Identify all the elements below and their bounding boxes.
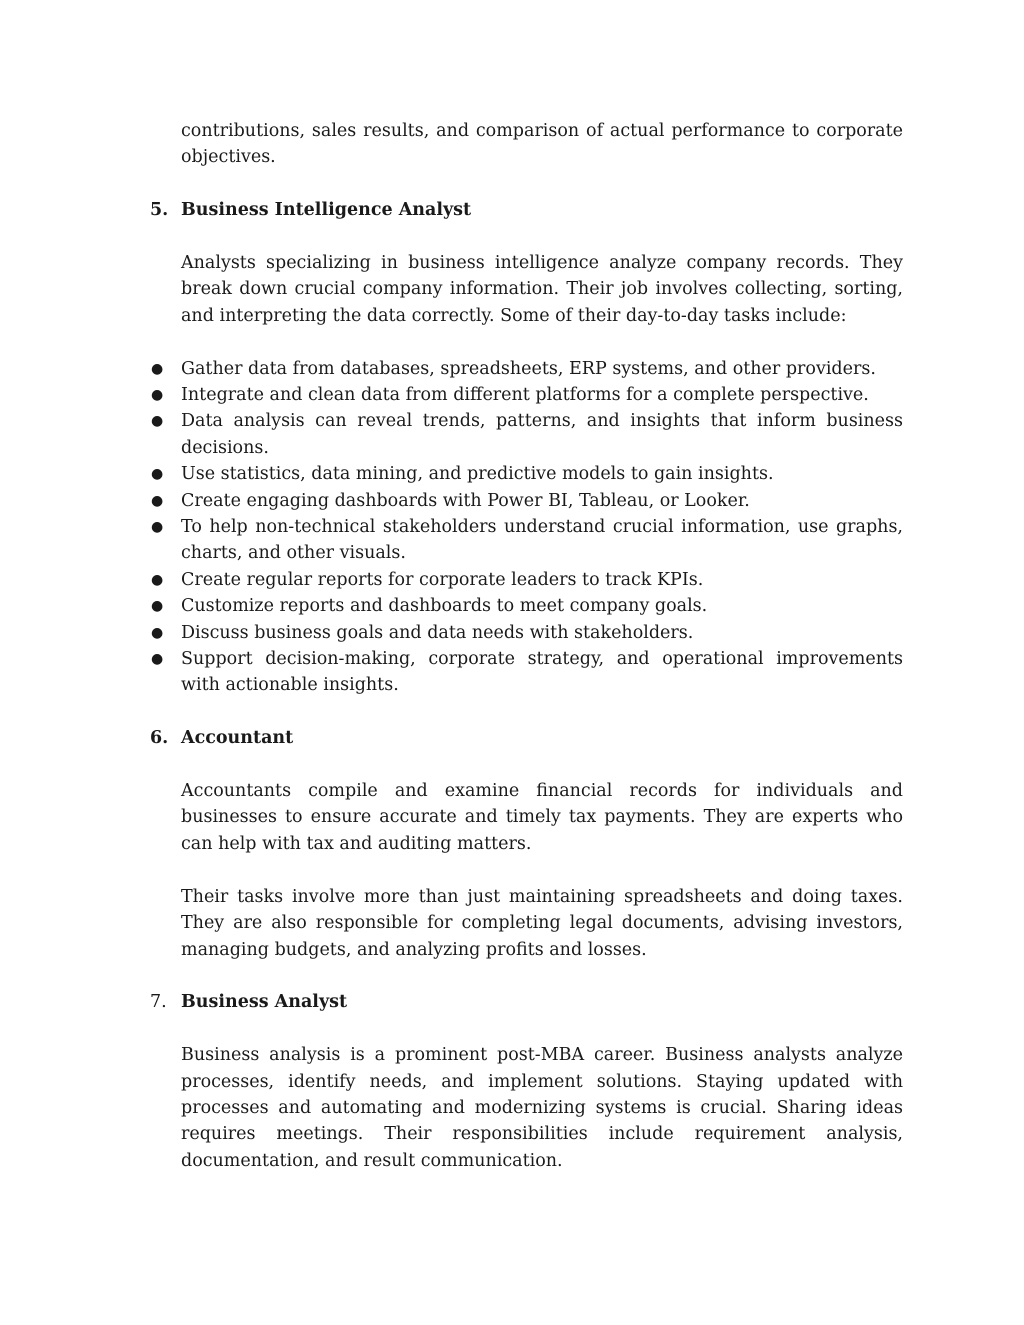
section-paragraph: Their tasks involve more than just maintaining spreadsheets and doing taxes. They are also responsible for completing legal documents, advising investors, managing budgets, and analyzing profits and losses. xyxy=(181,886,903,960)
bullet-icon: ● xyxy=(151,571,164,588)
bullet-icon: ● xyxy=(151,598,164,615)
intro-paragraph: contributions, sales results, and comparison of actual performance to corporate objectives. xyxy=(181,121,903,168)
bullet-icon: ● xyxy=(151,624,164,641)
bullet-list xyxy=(151,356,903,699)
section-paragraph: Analysts specializing in business intelligence analyze company records. They break down crucial company information. Their job involves collecting, sorting, and interpreting the data correctly. Some of their day-to-day tasks include: xyxy=(181,253,903,326)
list-item: ● Support decision-making, corporate strategy, and operational improvements with actionable insights. xyxy=(181,646,903,699)
list-item: ● Integrate and clean data from different platforms for a complete perspective. xyxy=(181,382,903,408)
section-number: 7. xyxy=(150,992,167,1013)
section-title: Accountant xyxy=(181,728,294,749)
list-item: ● Gather data from databases, spreadsheets, ERP systems, and other providers. xyxy=(181,356,903,382)
list-item: ● Create regular reports for corporate leaders to track KPIs. xyxy=(181,567,903,593)
section-heading-bi-analyst xyxy=(150,197,903,223)
bullet-icon: ● xyxy=(151,387,164,404)
section-paragraph: Business analysis is a prominent post-MBA career. Business analysts analyze processes, identify needs, and implement solutions. Staying updated with processes and automating and modernizing systems is crucial. Sharing ideas requires meetings. Their responsibilities include requirement analysis, documentation, and result communication. xyxy=(181,1045,903,1171)
section-paragraph: Accountants compile and examine financial records for individuals and businesses to ensure accurate and timely tax payments. They are experts who can help with tax and auditing matters. xyxy=(181,781,903,854)
section-title: Business Analyst xyxy=(181,992,348,1013)
section-heading-business-analyst xyxy=(150,989,903,1015)
bullet-icon: ● xyxy=(151,413,164,430)
document-body xyxy=(150,118,903,1174)
section-number: 5. xyxy=(150,200,169,221)
bullet-icon: ● xyxy=(151,651,164,668)
list-item: ● Use statistics, data mining, and predictive models to gain insights. xyxy=(181,461,903,487)
section-number: 6. xyxy=(150,728,169,749)
section-heading-accountant xyxy=(150,725,903,751)
bullet-icon: ● xyxy=(151,519,164,536)
section-title: Business Intelligence Analyst xyxy=(181,200,472,221)
list-item: ● Create engaging dashboards with Power BI, Tableau, or Looker. xyxy=(181,488,903,514)
list-item: ● Data analysis can reveal trends, patterns, and insights that inform business decisions. xyxy=(181,408,903,461)
list-item: ● Discuss business goals and data needs with stakeholders. xyxy=(181,620,903,646)
list-item: ● Customize reports and dashboards to meet company goals. xyxy=(181,593,903,619)
bullet-icon: ● xyxy=(151,466,164,483)
list-item: ● To help non-technical stakeholders understand crucial information, use graphs, charts, and other visuals. xyxy=(181,514,903,567)
bullet-icon: ● xyxy=(151,360,164,377)
bullet-icon: ● xyxy=(151,492,164,509)
